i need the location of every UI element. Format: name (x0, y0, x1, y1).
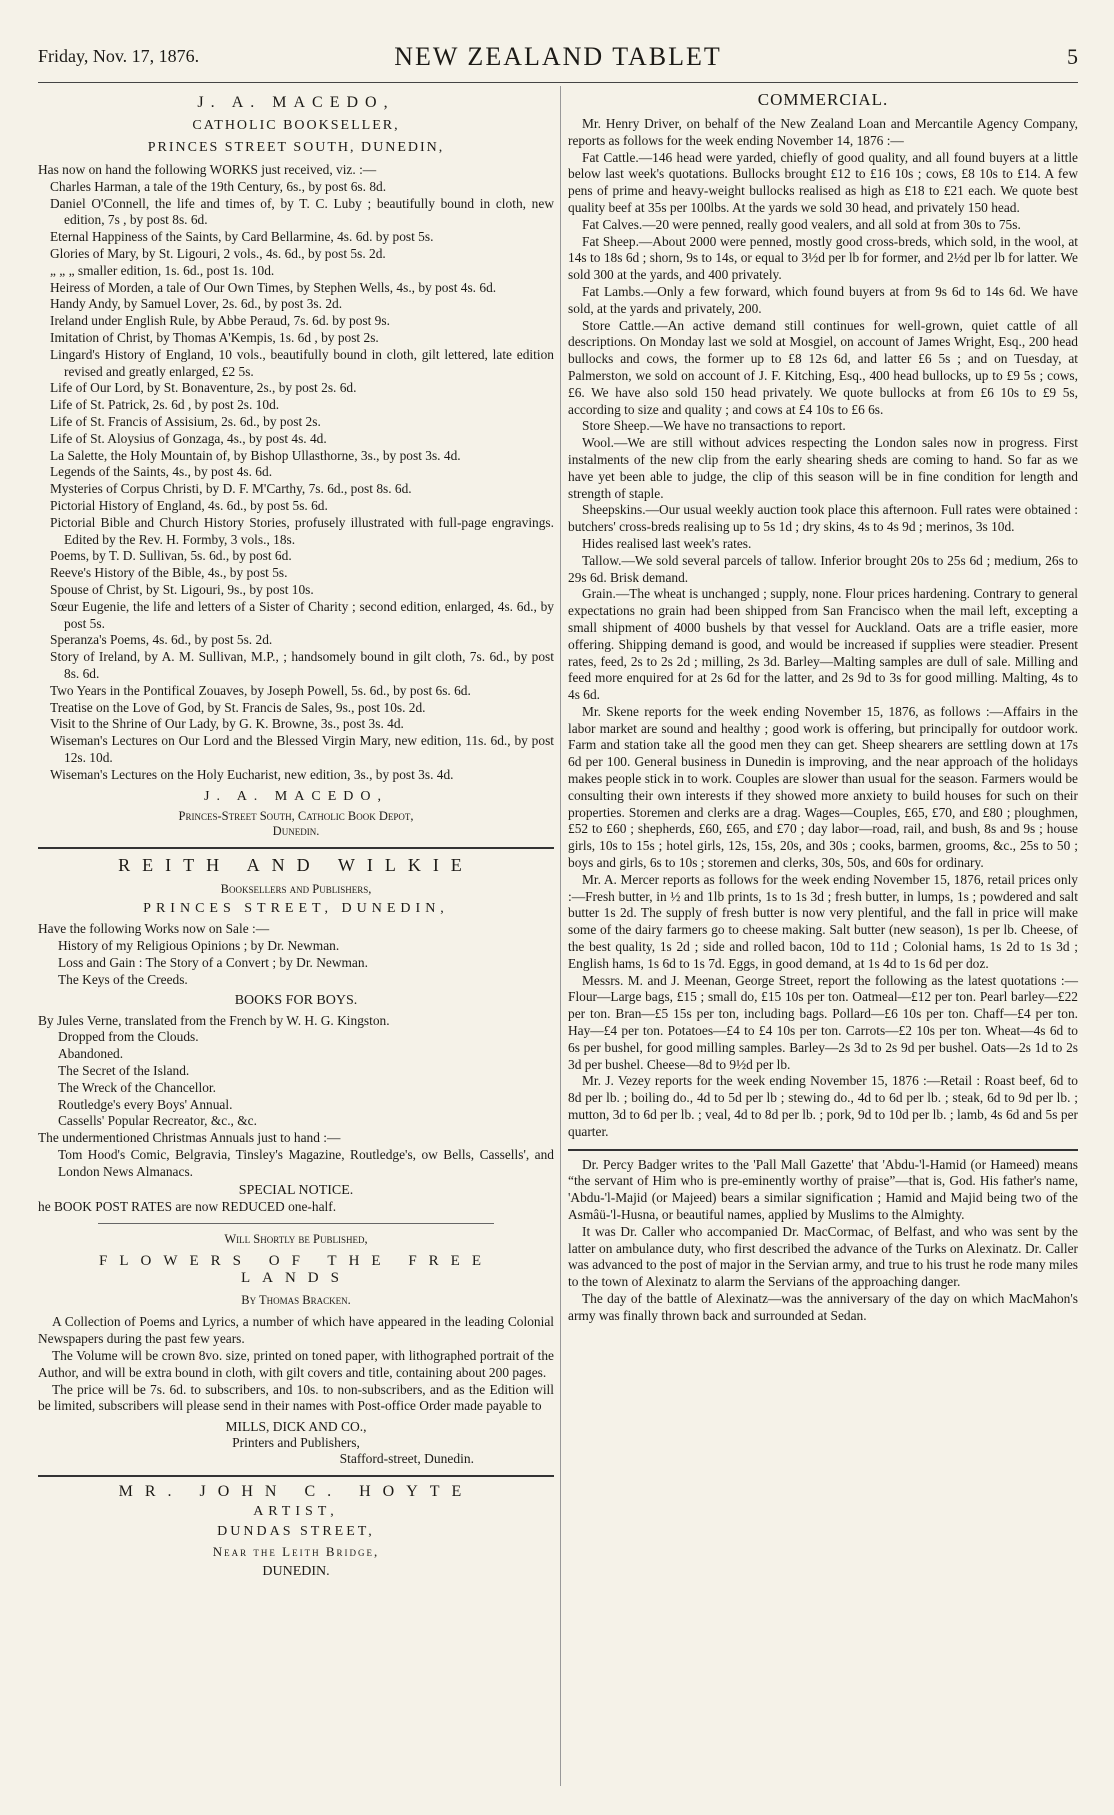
work-list-item: The Keys of the Creeds. (58, 971, 188, 987)
book-list-item: Life of St. Francis of Assisium, 2s. 6d., by post 2s. (50, 413, 321, 429)
book-list-item: Legends of the Saints, 4s., by post 4s. 6d. (50, 464, 273, 480)
flowers-para-2: The Volume will be crown 8vo. size, printed on toned paper, with lithographed portrait of the Author, and will be extra bound in cloth, with gilt covers and title, containing about 200 pages. (38, 1348, 554, 1380)
verne-line: By Jules Verne, translated from the French by W. H. G. Kingston. (38, 1012, 390, 1028)
flowers-para-3: The price will be 7s. 6d. to subscribers, and 10s. to non-subscribers, and as the Edition will be limited, subscribers will please send in their names with Post-office Order made payable to (38, 1381, 554, 1414)
macedo-signature: J. A. MACEDO, (204, 789, 388, 805)
hoyte-role: ARTIST, (253, 1504, 339, 1520)
macedo-name: J. A. MACEDO, (197, 94, 395, 111)
book-list-item: Wiseman's Lectures on the Holy Eucharist, new edition, 3s., by post 3s. 4d. (50, 766, 454, 782)
reith-trade: Booksellers and Publishers, (220, 882, 372, 897)
flowers-author: By Thomas Bracken. (241, 1293, 351, 1308)
flowers-preamble: Will Shortly be Published, (224, 1232, 368, 1247)
news-paragraph: The day of the battle of Alexinatz—was the anniversary of the day on which MacMahon's army was finally thrown back and surrounded at Sedan. (568, 1290, 1078, 1323)
special-notice-heading: SPECIAL NOTICE. (238, 1182, 354, 1198)
book-list-item: Ireland under English Rule, by Abbe Peraud, 7s. 6d. by post 9s. (50, 313, 390, 329)
section-rule (568, 1149, 1078, 1151)
boys-books-heading: BOOKS FOR BOYS. (234, 992, 358, 1008)
market-report-paragraph: Fat Sheep.—About 2000 were penned, mostly good cross-breds, which sold, in the wool, at 14s to 18s 6d ; shorn, 9s to 14s, or equal to 3½d per lb for former, and 2½d per lb for latter. We sold 300 at the yards, and 400 privately. (568, 233, 1078, 283)
book-list-item: Treatise on the Love of God, by St. Francis de Sales, 9s., post 10s. 2d. (50, 699, 426, 715)
masthead-title: NEW ZEALAND TABLET (394, 42, 722, 71)
macedo-depot: Princes-Street South, Catholic Book Depot, (178, 809, 414, 824)
book-list-item: Life of St. Aloysius of Gonzaga, 4s., by post 4s. 4d. (50, 430, 327, 446)
book-list-item: Spouse of Christ, by St. Ligouri, 9s., by post 10s. (50, 581, 314, 597)
badger-article (568, 1157, 1078, 1325)
boys-book-item: Dropped from the Clouds. (58, 1029, 199, 1045)
book-list-item: „ „ „ smaller edition, 1s. 6d., post 1s. 10d. (50, 262, 275, 278)
flowers-para-1: A Collection of Poems and Lyrics, a number of which have appeared in the leading Colonial Newspapers during the past few years. (38, 1314, 554, 1347)
market-report-paragraph: Wool.—We are still without advices respecting the London sales now in progress. First instalments of the new clip from the early shearing sheds are coming to hand. So far as we have yet been able to judge, the clip of this season will be in fine condition for length and strength of staple. (568, 435, 1078, 501)
hoyte-advert (38, 1483, 554, 1580)
flowers-firm: MILLS, DICK AND CO., (225, 1419, 367, 1435)
book-list-item: Heiress of Morden, a tale of Our Own Times, by Stephen Wells, 4s., by post 4s. 6d. (50, 279, 497, 295)
flowers-firm-address: Stafford-street, Dunedin. (339, 1451, 474, 1467)
market-report-paragraph: Messrs. M. and J. Meenan, George Street, report the following as the latest quotations :—Flour—Large bags, £15 ; small do, £15 10s per ton. Oatmeal—£12 per ton. Pearl barley—£22 per ton. Bran—£5 15s per ton, including bags. Pollard—£6 10s per ton. Chaff—£4 per ton. Hay—£4 per ton. Potatoes—£4 to £4 10s per ton. Carrots—£2 10s per ton. Wheat—4s 6d to 6s per bushel, for good milling samples. Barley—2s 3d to 2s 9d per bushel. Oats—2s 1d to 2s 3d per bushel. Cheese—8d to 9½d per lb. (568, 972, 1078, 1072)
market-report-paragraph: Mr. A. Mercer reports as follows for the week ending November 15, 1876, retail prices only :—Fresh butter, in ½ and 1lb prints, 1s to 1s 3d ; fresh butter, in lumps, 1s ; powdered and salt butter 1s 2d. The supply of fresh butter is now very plentiful, and the fall in price will make some of the dairy farmers go to cheese making. Salt butter (new season), 1s per lb. Cheese, of the best quality, 1s 2d ; side and rolled bacon, 10d to 11d ; Colonial hams, 1s 2d to 1s 3d ; English hams, 1s 6d to 1s 7d. Eggs, in good demand, at 1s 4d to 1s 6d per doz. (568, 871, 1078, 971)
book-list-item: Life of Our Lord, by St. Bonaventure, 2s., by post 2s. 6d. (50, 380, 357, 396)
verne-titles (38, 1029, 554, 1130)
work-list-item: Loss and Gain : The Story of a Convert ; by Dr. Newman. (58, 955, 368, 971)
work-list-item: History of my Religious Opinions ; by Dr. Newman. (58, 938, 340, 954)
right-column (568, 88, 1078, 1788)
book-list-item: Life of St. Patrick, 2s. 6d , by post 2s. 10d. (50, 397, 280, 413)
boys-book-item: Routledge's every Boys' Annual. (58, 1096, 233, 1112)
section-rule (98, 1223, 494, 1224)
page-number: 5 (1067, 44, 1078, 69)
reith-works-list (38, 938, 554, 988)
book-list-item: Pictorial History of England, 4s. 6d., by post 5s. 6d. (50, 497, 328, 513)
book-list-item: Lingard's History of England, 10 vols., beautifully bound in cloth, gilt lettered, late edition revised and greatly enlarged, £2 5s. (50, 346, 554, 379)
boys-book-item: Abandoned. (58, 1046, 124, 1062)
column-divider (560, 86, 561, 1786)
issue-date: Friday, Nov. 17, 1876. (38, 46, 200, 66)
hoyte-city: DUNEDIN. (262, 1564, 330, 1580)
reith-street: PRINCES STREET, DUNEDIN, (143, 901, 449, 917)
market-report-paragraph: Mr. J. Vezey reports for the week ending November 15, 1876 :—Retail : Roast beef, 6d to 8d per lb. ; boiling do., 4d to 5d per lb ; stewing do., 4d to 6d per lb. ; steak, 6d to 9d per lb. ; mutton, 3d to 6d per lb. ; veal, 4d to 8d per lb. ; pork, 9d to 10d per lb. ; lamb, 4s 6d and 5s per quarter. (568, 1073, 1078, 1139)
flowers-title: FLOWERS OF THE FREE LANDS (99, 1253, 493, 1287)
macedo-advert (38, 94, 554, 839)
market-report-paragraph: Hides realised last week's rates. (582, 535, 752, 551)
book-list-item: Story of Ireland, by A. M. Sullivan, M.P., ; handsomely bound in gilt cloth, 7s. 6d., by post 8s. 6d. (50, 649, 554, 681)
macedo-intro: Has now on hand the following WORKS just received, viz. :— (38, 162, 377, 177)
book-list-item: Two Years in the Pontifical Zouaves, by Joseph Powell, 5s. 6d., by post 6s. 6d. (50, 682, 471, 698)
reith-intro: Have the following Works now on Sale :— (38, 921, 270, 937)
macedo-street: PRINCES STREET SOUTH, DUNEDIN, (147, 140, 445, 155)
book-list-item: Charles Harman, a tale of the 19th Century, 6s., by post 6s. 8d. (50, 178, 387, 194)
market-report-paragraph: Mr. Henry Driver, on behalf of the New Zealand Loan and Mercantile Agency Company, reports as follows for the week ending November 14, 1876 :— (568, 116, 1078, 148)
news-paragraph: It was Dr. Caller who accompanied Dr. MacCormac, of Belfast, and who was sent by the latter on ambulance duty, who first described the advance of the Turks on Alexinatz. Dr. Caller was advanced to the post of major in the Servian army, and true to his trust he rode many miles to the town of Alexinatz to alarm the Servians of the approaching danger. (568, 1223, 1078, 1290)
boys-book-item: The Wreck of the Chancellor. (58, 1079, 216, 1095)
book-list-item: Sœur Eugenie, the life and letters of a Sister of Charity ; second edition, enlarged, 4s. 6d., by post 5s. (50, 598, 554, 631)
commercial-reports (568, 116, 1078, 1141)
market-report-paragraph: Fat Cattle.—146 head were yarded, chiefly of good quality, and all found buyers at a little below last week's quotations. Bullocks brought £12 to £16 10s ; cows, £8 10s to £14. A few pens of prime and heavy-weight bullocks realised as high as £18 to £21 each. We quote best quality beef at 35s per 100lbs. At the yards we sold 30 head, and privately 150 head. (568, 149, 1078, 215)
hoyte-name: MR. JOHN C. HOYTE (118, 1483, 474, 1501)
book-list-item: Pictorial Bible and Church History Stories, profusely illustrated with full-page engravings. Edited by the Rev. H. Formby, 3 vols., 18s. (50, 514, 554, 547)
book-list-item: Speranza's Poems, 4s. 6d., by post 5s. 2d. (50, 632, 273, 648)
market-report-paragraph: Sheepskins.—Our usual weekly auction took place this afternoon. Full rates were obtained : butchers' cross-breds realising up to 5s 1d ; dry skins, 4s to 4s 9d ; merinos, 3s 10d. (568, 502, 1078, 535)
book-list-item: Imitation of Christ, by Thomas A'Kempis, 1s. 6d , by post 2s. (50, 329, 379, 345)
book-list-item: Wiseman's Lectures on Our Lord and the Blessed Virgin Mary, new edition, 11s. 6d., by post 12s. 10d. (50, 733, 554, 765)
section-rule (38, 847, 554, 849)
header-rule (38, 82, 1078, 83)
book-list-item: Glories of Mary, by St. Ligouri, 2 vols., 4s. 6d., by post 5s. 2d. (50, 245, 386, 261)
reith-name: REITH AND WILKIE (118, 855, 474, 876)
section-rule (38, 1475, 554, 1477)
book-list-item: Poems, by T. D. Sullivan, 5s. 6d., by post 6d. (50, 548, 292, 564)
book-list-item: Daniel O'Connell, the life and times of, by T. C. Luby ; beautifully bound in cloth, new edition, 7s , by post 8s. 6d. (50, 195, 554, 228)
market-report-paragraph: Fat Lambs.—Only a few forward, which found buyers at from 9s 6d to 14s 6d. We have sold, at the yards and privately, 200. (568, 283, 1078, 316)
annuals-list: Tom Hood's Comic, Belgravia, Tinsley's Magazine, Routledge's, ow Bells, Cassells', and London News Almanacs. (58, 1147, 554, 1179)
market-report-paragraph: Mr. Skene reports for the week ending November 15, 1876, as follows :—Affairs in the labor market are sound and healthy ; good work is offering, but principally for outdoor work. Farm and station take all the good men they can get. Sheep shearers are settling down at 17s 6d per 100. General business in Dunedin is improving, and the near approach of the holidays makes people stick in to work. Couples are slower than usual for the season. Farmers would be consulting their own interests if they showed more anxiety to build houses for such on their properties. Storemen and clerks are a drag. Wages—Couples, £65, £70, and £80 ; ploughmen, £52 to £60 ; shepherds, £60, £65, and £70 ; day labor—road, rail, and bush, 8s and 9s ; house girls, 10s to 15s ; hotel girls, 12s, 15s, 20s, and 30s ; cooks, barmen, grooms, &c., 25s to 50 ; boys and girls, 6s to 10s ; storemen and clerks, 30s, 50s, and 60s for ordinary. (568, 703, 1078, 871)
book-list-item: Visit to the Shrine of Our Lady, by G. K. Browne, 3s., post 3s. 4d. (50, 716, 404, 732)
market-report-paragraph: Store Sheep.—We have no transactions to report. (582, 418, 846, 434)
market-report-paragraph: Fat Calves.—20 were penned, really good vealers, and all sold at from 30s to 75s. (582, 216, 1021, 232)
book-list-item: Reeve's History of the Bible, 4s., by post 5s. (50, 565, 288, 581)
book-list-item: Eternal Happiness of the Saints, by Card Bellarmine, 4s. 6d. by post 5s. (50, 229, 434, 245)
boys-book-item: The Secret of the Island. (58, 1063, 190, 1079)
hoyte-near: Near the Leith Bridge, (212, 1544, 380, 1560)
market-report-paragraph: Store Cattle.—An active demand still continues for well-grown, quiet cattle of all descriptions. On Monday last we sold at Mosgiel, on account of James Wright, Esq., 200 head bullocks and cows, the former up to £8 12s 6d, and latter £6 5s ; and on Tuesday, at Palmerston, we sold on account of J. F. Kitching, Esq., 400 head bullocks, up to £9 5s ; cows, £6. We have also sold 150 head privately. We quote bullocks at from £6 10s to £9 5s, according to size and quality ; and cows at £4 10s to £6 6s. (568, 317, 1078, 417)
reith-advert (38, 855, 554, 1215)
left-column (38, 88, 554, 1788)
book-list-item: La Salette, the Holy Mountain of, by Bishop Ullasthorne, 3s., by post 3s. 4d. (50, 447, 461, 463)
macedo-book-list (38, 179, 554, 784)
book-list-item: Handy Andy, by Samuel Lover, 2s. 6d., by post 3s. 2d. (50, 296, 343, 312)
page-header (38, 42, 1078, 82)
boys-book-item: Cassells' Popular Recreator, &c., &c. (58, 1113, 257, 1129)
hoyte-street: DUNDAS STREET, (217, 1524, 375, 1540)
special-notice-text: he BOOK POST RATES are now REDUCED one-half. (38, 1198, 337, 1214)
book-list-item: Mysteries of Corpus Christi, by D. F. M'Carthy, 7s. 6d., post 8s. 6d. (50, 481, 412, 497)
flowers-advert (38, 1232, 554, 1467)
commercial-heading: COMMERCIAL. (757, 90, 889, 109)
macedo-city: Dunedin. (272, 824, 320, 839)
macedo-trade: CATHOLIC BOOKSELLER, (192, 118, 400, 133)
market-report-paragraph: Tallow.—We sold several parcels of tallow. Inferior brought 20s to 25s 6d ; medium, 26s to 29s 6d. Brisk demand. (568, 552, 1078, 585)
market-report-paragraph: Grain.—The wheat is unchanged ; supply, none. Flour prices hardening. Contrary to general expectations no grain had been shipped from San Francisco when the mail left, excepting a small shipment of 4000 bushels by that vessel for Auckland. Oats are a trifle easier, more offering. Shipping demand is good, and would be increased if supplies were steadier. Present rates, feed, 2s to 2s 2d ; milling, 2s 3d. Barley—Malting samples are dull of sale. Milling and feed more enquired for at 2s 6d for the latter, and 2s 9d to 3s for good milling. Malting, 4s to 4s 6d. (568, 586, 1078, 703)
annuals-intro: The undermentioned Christmas Annuals just to hand :— (38, 1130, 341, 1146)
news-paragraph: Dr. Percy Badger writes to the 'Pall Mall Gazette' that 'Abdu-'l-Hamid (or Hameed) means “the servant of Him who is pre-eminently worthy of praise”—that is, God. His father's name, 'Abdu-'l-Majid (or Majeed) bears a similar signification ; Hamid and Majid being two of the Asmâü-'l-Husna, or beautiful names, applied by Muslims to the Almighty. (568, 1156, 1078, 1222)
flowers-firm-role: Printers and Publishers, (232, 1435, 360, 1451)
